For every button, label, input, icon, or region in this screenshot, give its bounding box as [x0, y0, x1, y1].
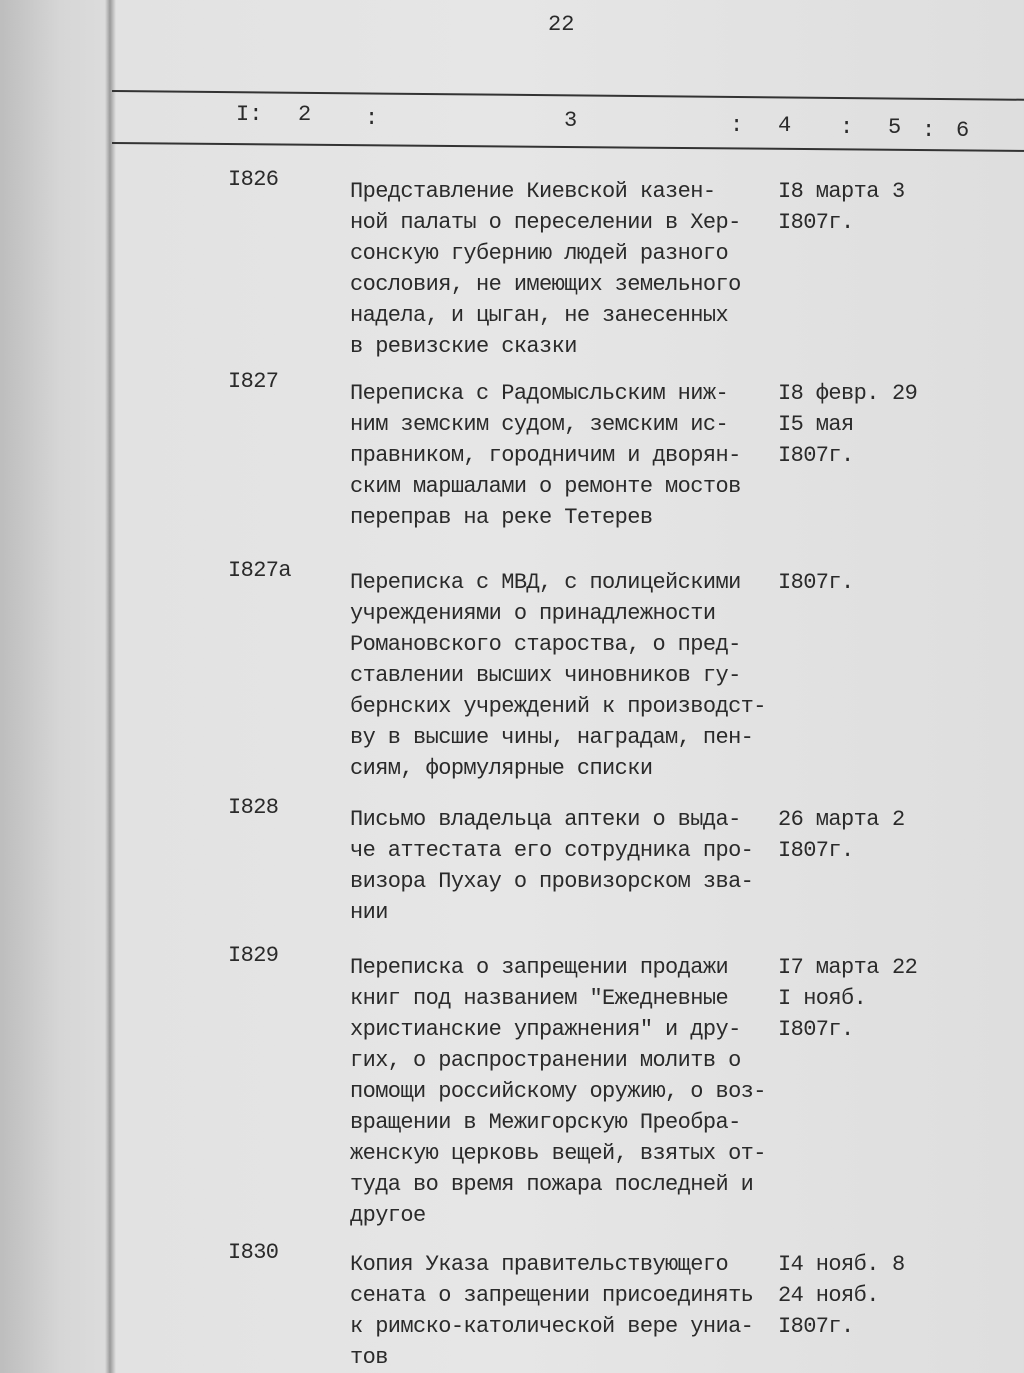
entry-description: [350, 804, 753, 928]
description-line: учреждениями о принадлежности: [350, 601, 716, 626]
entry-sheet-count: 3: [892, 179, 905, 204]
description-line: визора Пухау о провизорском зва-: [350, 869, 754, 894]
description-line: сената о запрещении присоединять: [350, 1283, 754, 1308]
description-line: Представление Киевской казен-: [350, 179, 716, 204]
description-line: ним земским судом, земским ис-: [350, 412, 729, 437]
entry-description: [350, 378, 741, 533]
description-line: нии: [350, 900, 388, 925]
entry-sheet-count: 22: [892, 955, 918, 980]
date-line: I807г.: [778, 210, 854, 235]
description-line: сонскую губернию людей разного: [350, 241, 729, 266]
description-line: Копия Указа правительствующего: [350, 1252, 729, 1277]
date-line: I7 марта: [778, 955, 879, 980]
entry-sheet-count: 8: [892, 1252, 905, 1277]
entry-number: I827а: [228, 558, 292, 583]
header-separator: :: [840, 115, 854, 140]
description-line: надела, и цыган, не занесенных: [350, 303, 729, 328]
col-5-header: 5: [888, 115, 902, 140]
description-line: туда во время пожара последней и: [350, 1172, 754, 1197]
header-separator: :: [922, 118, 936, 143]
date-line: 26 марта: [778, 807, 879, 832]
col-1-header: I:: [236, 102, 263, 127]
entry-sheet-count: 2: [892, 807, 905, 832]
entry-description: [350, 176, 741, 362]
entry-description: [350, 567, 766, 784]
header-separator: :: [365, 106, 379, 131]
entry-dates: [778, 567, 854, 598]
date-line: I5 мая: [778, 412, 854, 437]
date-line: I807г.: [778, 1314, 854, 1339]
date-line: I807г.: [778, 1017, 854, 1042]
date-line: I8 марта: [778, 179, 879, 204]
table-top-rule: [112, 90, 1024, 101]
entry-number: I829: [228, 943, 279, 968]
description-line: правником, городничим и дворян-: [350, 443, 741, 468]
description-line: Переписка о запрещении продажи: [350, 955, 729, 980]
entry-number: I826: [228, 167, 279, 192]
description-line: Романовского староства, о пред-: [350, 632, 741, 657]
description-line: переправ на реке Тетерев: [350, 505, 653, 530]
date-line: I807г.: [778, 570, 854, 595]
description-line: че аттестата его сотрудника про-: [350, 838, 754, 863]
entry-sheet-count: 29: [892, 381, 918, 406]
entry-dates: [778, 378, 879, 471]
description-line: вращении в Межигорскую Преобра-: [350, 1110, 741, 1135]
header-separator: :: [730, 113, 744, 138]
table-header-rule: [112, 142, 1024, 152]
col-3-header: 3: [564, 108, 578, 133]
description-line: Письмо владельца аптеки о выда-: [350, 807, 741, 832]
date-line: I4 нояб.: [778, 1252, 879, 1277]
entry-dates: [778, 176, 879, 238]
page-number: 22: [548, 12, 575, 37]
description-line: гих, о распространении молитв о: [350, 1048, 741, 1073]
entry-description: [350, 952, 766, 1231]
entry-number: I828: [228, 795, 279, 820]
date-line: I807г.: [778, 838, 854, 863]
description-line: в ревизские сказки: [350, 334, 577, 359]
description-line: Переписка с МВД, с полицейскими: [350, 570, 741, 595]
col-4-header: 4: [778, 113, 792, 138]
col-6-header: 6: [956, 118, 970, 143]
description-line: помощи российскому оружию, о воз-: [350, 1079, 766, 1104]
date-line: I8 февр.: [778, 381, 879, 406]
entry-number: I827: [228, 369, 279, 394]
col-2-header: 2: [298, 102, 312, 127]
date-line: I807г.: [778, 443, 854, 468]
description-line: ной палаты о переселении в Хер-: [350, 210, 741, 235]
entry-number: I830: [228, 1240, 279, 1265]
entry-dates: [778, 1249, 879, 1342]
date-line: 24 нояб.: [778, 1283, 879, 1308]
description-line: сиям, формулярные списки: [350, 756, 653, 781]
description-line: женскую церковь вещей, взятых от-: [350, 1141, 766, 1166]
date-line: I нояб.: [778, 986, 867, 1011]
entry-dates: [778, 804, 879, 866]
description-line: Переписка с Радомысльским ниж-: [350, 381, 729, 406]
entry-dates: [778, 952, 879, 1045]
description-line: ву в высшие чины, наградам, пен-: [350, 725, 754, 750]
description-line: к римско-католической вере униа-: [350, 1314, 754, 1339]
description-line: книг под названием "Ежедневные: [350, 986, 729, 1011]
description-line: тов: [350, 1345, 388, 1370]
entry-description: [350, 1249, 753, 1373]
description-line: сословия, не имеющих земельного: [350, 272, 741, 297]
description-line: христианские упражнения" и дру-: [350, 1017, 741, 1042]
description-line: ставлении высших чиновников гу-: [350, 663, 741, 688]
description-line: ским маршалами о ремонте мостов: [350, 474, 741, 499]
description-line: другое: [350, 1203, 426, 1228]
description-line: бернских учреждений к производст-: [350, 694, 766, 719]
